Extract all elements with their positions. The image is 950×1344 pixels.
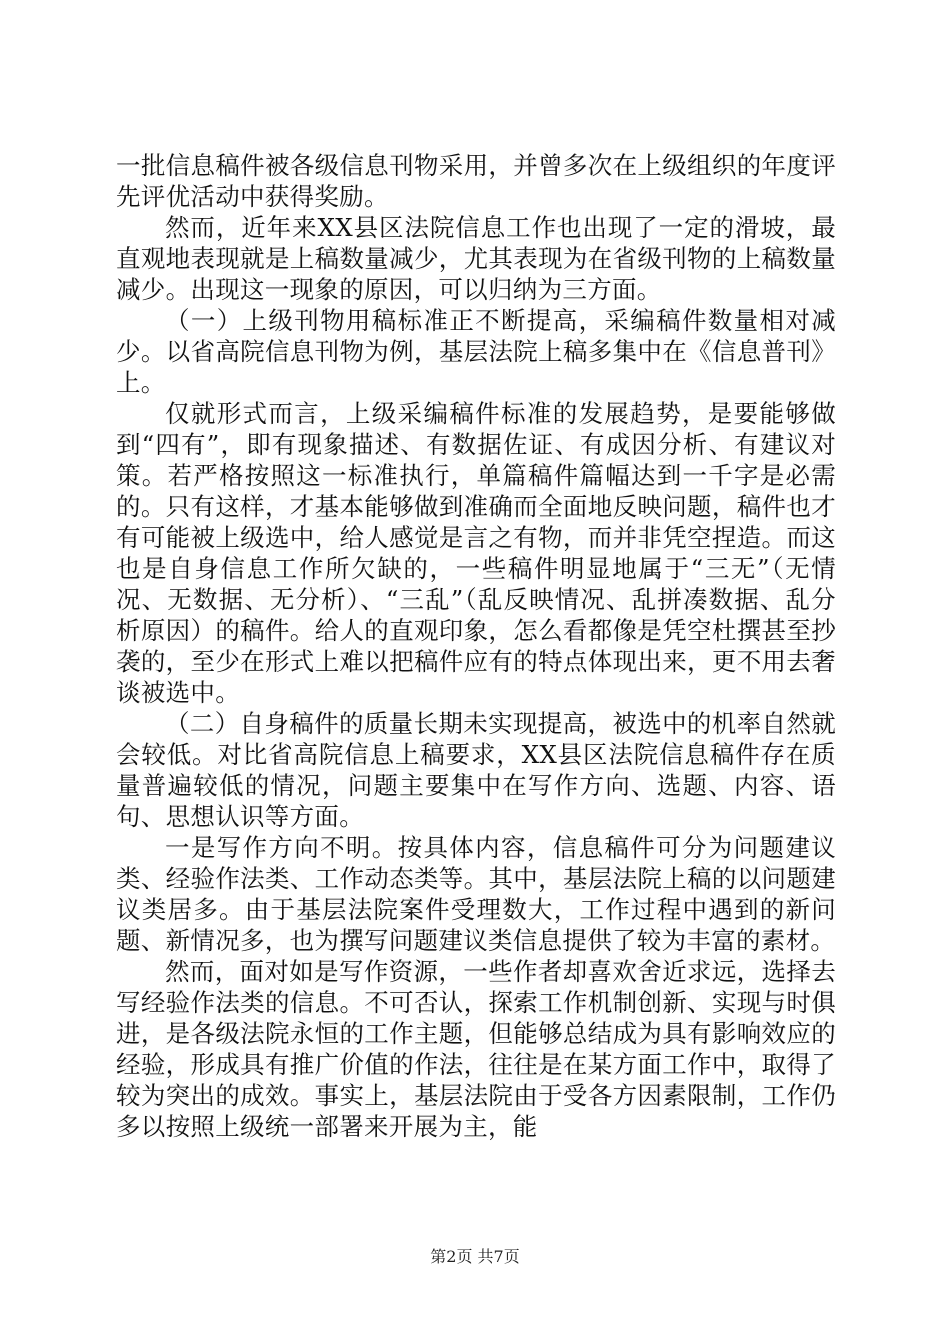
paragraph-section-two: （二）自身稿件的质量长期未实现提高，被选中的机率自然就会较低。对比省高院信息上稿要求，XX县区法院信息稿件存在质量普遍较低的情况，问题主要集中在写作方向、选题、内容、语句、思想认识等方面。	[116, 709, 836, 831]
paragraph: 一是写作方向不明。按具体内容，信息稿件可分为问题建议类、经验作法类、工作动态类等。其中，基层法院上稿的以问题建议类居多。由于基层法院案件受理数大，工作过程中遇到的新问题、新情况多，也为撰写问题建议类信息提供了较为丰富的素材。	[116, 833, 836, 955]
paragraph: 然而，面对如是写作资源，一些作者却喜欢舍近求远，选择去写经验作法类的信息。不可否认，探索工作机制创新、实现与时俱进，是各级法院永恒的工作主题，但能够总结成为具有影响效应的经验，形成具有推广价值的作法，往往是在某方面工作中，取得了较为突出的成效。事实上，基层法院由于受各方因素限制，工作仍多以按照上级统一部署来开展为主，能	[116, 957, 836, 1141]
paragraph: 然而，近年来XX县区法院信息工作也出现了一定的滑坡，最直观地表现就是上稿数量减少，尤其表现为在省级刊物的上稿数量减少。出现这一现象的原因，可以归纳为三方面。	[116, 213, 836, 304]
page-number-footer: 第2页 共7页	[430, 1247, 520, 1266]
paragraph: 仅就形式而言，上级采编稿件标准的发展趋势，是要能够做到“四有”，即有现象描述、有数据佐证、有成因分析、有建议对策。若严格按照这一标准执行，单篇稿件篇幅达到一千字是必需的。只有这样，才基本能够做到准确而全面地反映问题，稿件也才有可能被上级选中，给人感觉是言之有物，而并非凭空捏造。而这也是自身信息工作所欠缺的，一些稿件明显地属于“三无”（无情况、无数据、无分析）、“三乱”（乱反映情况、乱拼凑数据、乱分析原因）的稿件。给人的直观印象，怎么看都像是凭空杜撰甚至抄袭的，至少在形式上难以把稿件应有的特点体现出来，更不用去奢谈被选中。	[116, 399, 836, 707]
document-body	[116, 150, 836, 1142]
paragraph-section-one: （一）上级刊物用稿标准正不断提高，采编稿件数量相对减少。以省高院信息刊物为例，基层法院上稿多集中在《信息普刊》上。	[116, 306, 836, 397]
paragraph-continuation: 一批信息稿件被各级信息刊物采用，并曾多次在上级组织的年度评先评优活动中获得奖励。	[116, 151, 836, 211]
